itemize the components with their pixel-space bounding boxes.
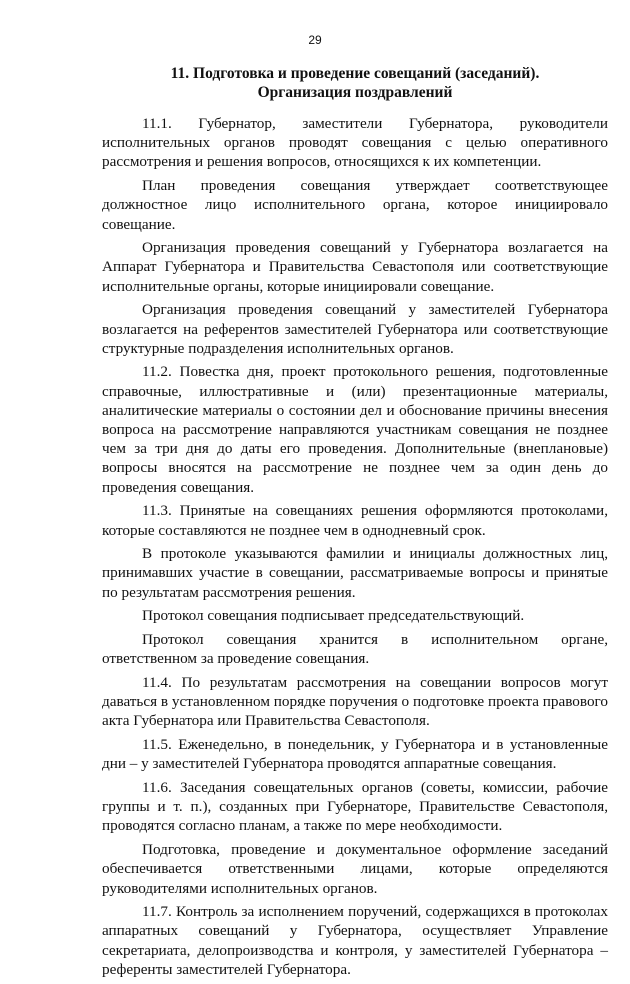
- paragraph-11-3: 11.3. Принятые на совещаниях решения оформляются протоколами, которые составляются не позднее чем в однодневный срок.: [102, 502, 608, 539]
- paragraph: В протоколе указываются фамилии и инициалы должностных лиц, принимавших участие в совещании, рассматриваемые вопросы и принятые по результатам рассмотрения решения.: [102, 545, 608, 601]
- document-body: [102, 114, 608, 984]
- paragraph-11-1: 11.1. Губернатор, заместители Губернатора, руководители исполнительных органов проводят совещания с целью оперативного рассмотрения и решения вопросов, относящихся к их компетенции.: [102, 115, 608, 171]
- paragraph-11-6: 11.6. Заседания совещательных органов (советы, комиссии, рабочие группы и т. п.), созданных при Губернаторе, Правительстве Севастополя, проводятся согласно планам, а также по мере необходимости.: [102, 779, 608, 835]
- paragraph-11-7: 11.7. Контроль за исполнением поручений, содержащихся в протоколах аппаратных совещаний у Губернатора, осуществляет Управление секретариата, делопроизводства и контроля, у заместителей Губернатора – референты заместителей Губернатора.: [102, 903, 608, 978]
- paragraph: Организация проведения совещаний у заместителей Губернатора возлагается на референтов заместителей Губернатора или соответствующие структурные подразделения исполнительных органов.: [102, 301, 608, 357]
- paragraph: Организация проведения совещаний у Губернатора возлагается на Аппарат Губернатора и Правительства Севастополя или соответствующие исполнительные органы, которые инициировали совещание.: [102, 239, 608, 295]
- paragraph-11-4: 11.4. По результатам рассмотрения на совещании вопросов могут даваться в установленном порядке поручения о подготовке проекта правового акта Губернатора или Правительства Севастополя.: [102, 673, 608, 730]
- paragraph: План проведения совещания утверждает соответствующее должностное лицо исполнительного органа, которое инициировало совещание.: [102, 177, 608, 233]
- section-heading: [120, 64, 590, 102]
- section-heading-line-1: 11. Подготовка и проведение совещаний (заседаний).: [170, 65, 540, 82]
- paragraph: Протокол совещания подписывает председательствующий.: [142, 607, 525, 625]
- paragraph: Подготовка, проведение и документальное оформление заседаний обеспечивается ответственными лицами, которые определяются руководителями исполнительных органов.: [102, 841, 608, 897]
- paragraph: Протокол совещания хранится в исполнительном органе, ответственном за проведение совещания.: [102, 631, 608, 668]
- paragraph-11-2: 11.2. Повестка дня, проект протокольного решения, подготовленные справочные, иллюстративные и (или) презентационные материалы, аналитические материалы о состоянии дел и обоснование причины внесения вопроса на рассмотрение направляются участникам совещания не позднее чем за три дня до даты его проведения. Дополнительные (внеплановые) вопросы вносятся на рассмотрение не позднее чем за один день до проведения совещания.: [102, 363, 608, 496]
- paragraph-11-5: 11.5. Еженедельно, в понедельник, у Губернатора и в установленные дни – у заместителей Губернатора проводятся аппаратные совещания.: [102, 736, 608, 773]
- page-number: 29: [308, 33, 322, 47]
- section-heading-line-2: Организация поздравлений: [257, 84, 453, 101]
